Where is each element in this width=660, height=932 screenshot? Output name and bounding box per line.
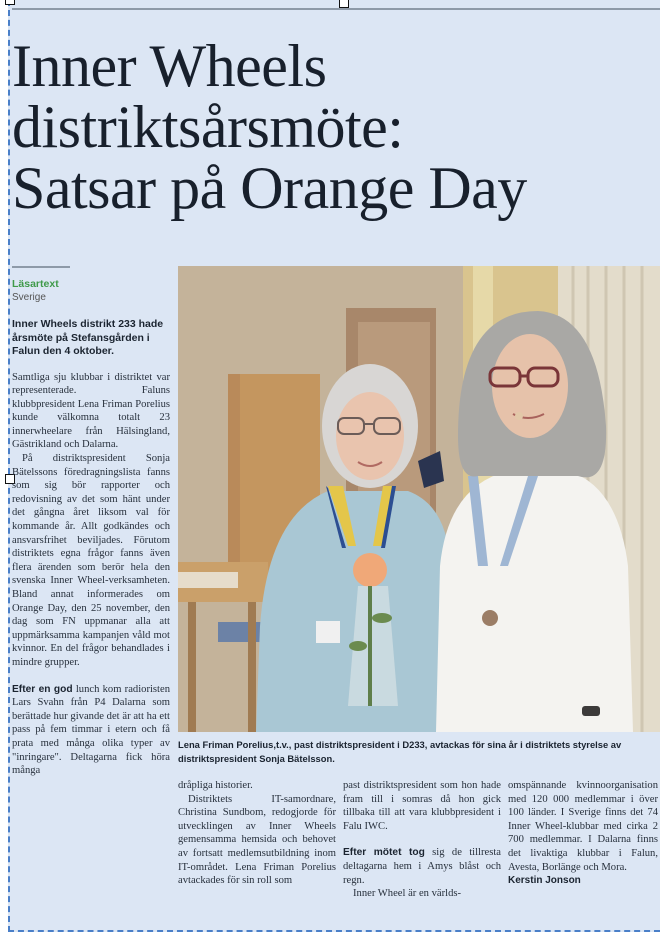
top-rule: [12, 8, 660, 10]
paragraph-5: [343, 846, 501, 887]
headline-line-2: distriktsårsmöte:: [12, 94, 404, 160]
photo-two-women-illustration: [178, 266, 660, 732]
paragraph-3-continued: dråpliga historier.: [178, 780, 253, 791]
paragraph-1: Samtliga sju klubbar i distriktet var representerade. Faluns klubbpresident Lena Friman Porelius kunde välkomna totalt 23 innerwheelare från Hälsingland, Gästrikland och Dalarna.: [12, 371, 170, 451]
region-label: Sverige: [12, 292, 46, 303]
headline: [12, 33, 660, 221]
kicker-rule: [12, 266, 70, 268]
paragraph-3-text: lunch kom radioristen Lars Svahn från P4 Dalarna som berättade hur givande det är att ha ett pass på fem timmar i etern och få prata med många olika typer av "inringare". Deltagarna fick höra många: [12, 683, 170, 777]
article-photo: [178, 266, 660, 732]
paragraph-2: På distriktspresident Sonja Bätelssons föredragningslista fanns som sig bör rapporter och redovisning av det som hänt under det gångna året liksom val för kommande år. Allt godkändes och ansvarsfrihet beviljades. Förutom distriktets egna frågor fanns även flera ärenden som berör hela den svenska Inner Wheel-verksamheten. Bland annat informerades om Orange Day, den 25 november, den dag som FN uppmanar alla att uppmärksamma kampanjen våld mot kvinnor. En del frågor behandlades i mindre grupper.: [12, 453, 170, 668]
column-2: [178, 779, 336, 888]
paragraph-5-text: sig de tillresta deltagarna hem i Amys blåst och regn.: [343, 847, 502, 886]
kicker-label: Läsartext: [12, 278, 59, 290]
column-3: [343, 779, 501, 901]
paragraph-4: Distriktets IT-samordnare, Christina Sundbom, redogjorde för utvecklingen av Inner Wheels gemensamma hemsida och behovet av fortsatt medlemsutbildning inom IT-området. Lena Friman Porelius avtackades för sin roll som: [178, 793, 336, 887]
headline-line-3: Satsar på Orange Day: [12, 155, 527, 221]
paragraph-3: [12, 683, 170, 778]
column-1: [12, 266, 170, 778]
paragraph-5-lead: Efter mötet tog: [343, 847, 425, 859]
ingress: Inner Wheels distrikt 233 hade årsmöte på Stefansgården i Falun den 4 oktober.: [12, 318, 164, 357]
paragraph-3-lead: Efter en god: [12, 683, 73, 695]
photo-caption: Lena Friman Porelius,t.v., past distriktspresident i D233, avtackas för sina år i distriktets styrelse av distriktspresident Sonja Bätelsson.: [178, 739, 622, 764]
paragraph-6: Inner Wheel är en världs-: [353, 888, 462, 900]
paragraph-6-continued: omspännande kvinnoorganisation med 120 000 medlemmar i över 100 länder. I Sverige finns det 74 Inner Wheel-klubbar med cirka 2 700 medlemmar. I Dalarna finns det livaktiga klubbar i Falun, Avesta, Borlänge och Mora.: [508, 780, 658, 873]
column-4: [508, 779, 658, 888]
resize-handle-top-middle[interactable]: [339, 0, 349, 8]
paragraph-4-continued: past distriktspresident som hon hade fram till i somras då hon gick tillbaka till att vara klubbpresident i Falu IWC.: [343, 780, 501, 832]
byline: Kerstin Jonson: [508, 875, 581, 887]
resize-handle-top-left[interactable]: [5, 0, 15, 5]
headline-line-1: Inner Wheels: [12, 33, 327, 99]
body-text-col-1: [12, 371, 170, 778]
